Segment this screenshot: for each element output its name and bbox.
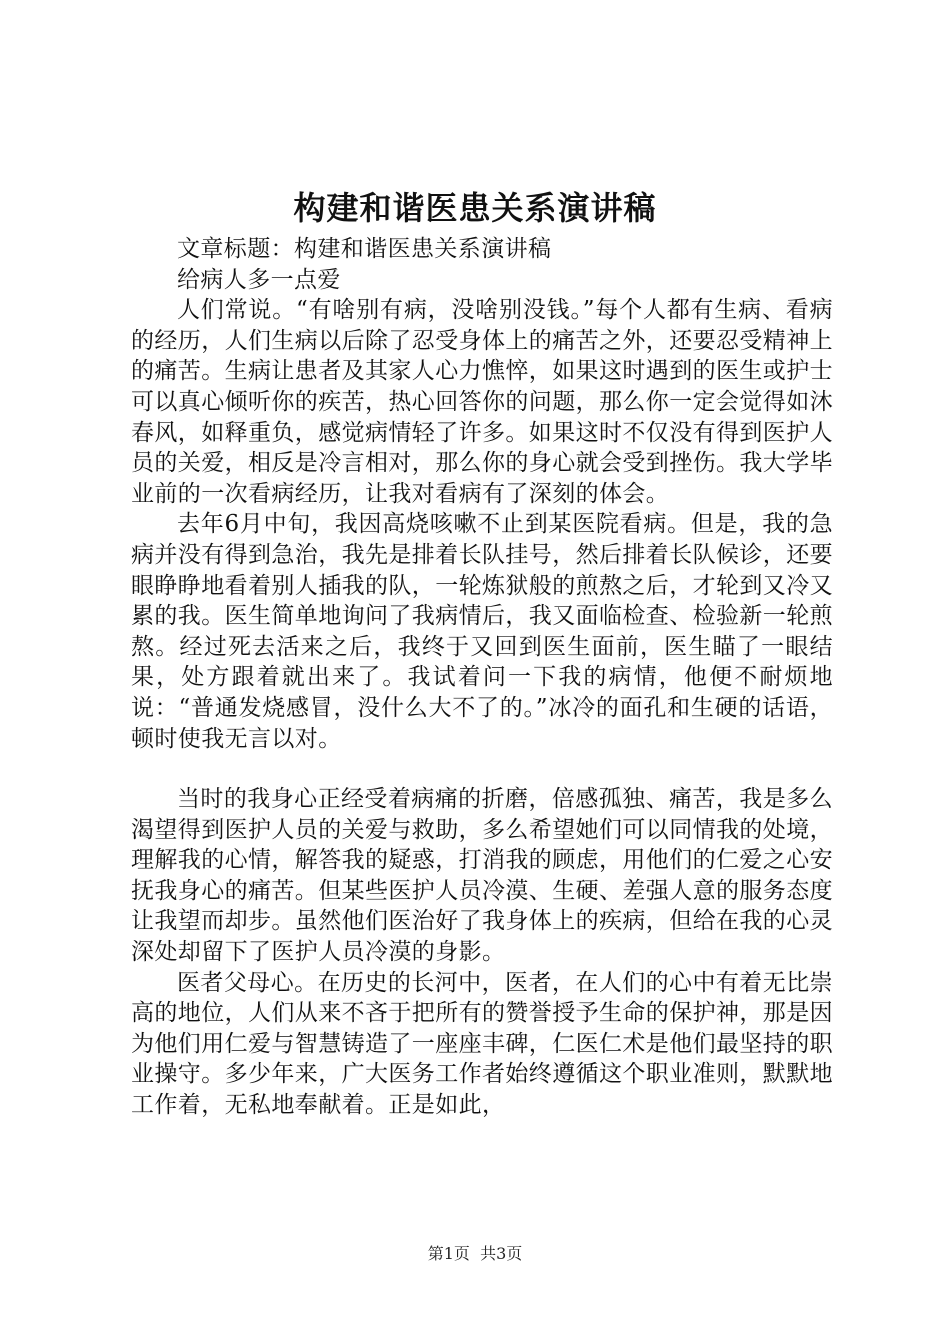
document-title: 构建和谐医患关系演讲稿 <box>293 189 657 227</box>
paragraph: 人们常说。“有啥别有病，没啥别没钱。”每个人都有生病、看病的经历，人们生病以后除了忍受身体上的痛苦之外，还要忍受精神上的痛苦。生病让患者及其家人心力憔悴，如果这时遇到的医生或护士可以真心倾听你的疾苦，热心回答你的问题，那么你一定会觉得如沐春风，如释重负，感觉病情轻了许多。如果这时不仅没有得到医护人员的关爱，相反是冷言相对，那么你的身心就会受到挫伤。我大学毕业前的一次看病经历，让我对看病有了深刻的体会。 <box>131 297 833 507</box>
paragraph: 去年6月中旬，我因高烧咳嗽不止到某医院看病。但是，我的急病并没有得到急治，我先是排着长队挂号，然后排着长队候诊，还要眼睁睁地看着别人插我的队，一轮炼狱般的煎熬之后，才轮到又冷又累的我。医生简单地询问了我病情后，我又面临检查、检验新一轮煎熬。经过死去活来之后，我终于又回到医生面前，医生瞄了一眼结果，处方跟着就出来了。我试着问一下我的病情，他便不耐烦地说：“普通发烧感冒，没什么大不了的。”冰冷的面孔和生硬的话语，顿时使我无言以对。 <box>131 511 833 752</box>
page-footer <box>0 1243 950 1265</box>
page-total: 共3页 <box>480 1244 523 1263</box>
page-number: 第1页 <box>427 1244 470 1263</box>
document-body <box>131 234 833 1121</box>
article-title-line: 文章标题：构建和谐医患关系演讲稿 <box>177 236 552 262</box>
paragraph: 当时的我身心正经受着病痛的折磨，倍感孤独、痛苦，我是多么渴望得到医护人员的关爱与救助，多么希望她们可以同情我的处境，理解我的心情，解答我的疑惑，打消我的顾虑，用他们的仁爱之心安抚我身心的痛苦。但某些医护人员冷漠、生硬、差强人意的服务态度让我望而却步。虽然他们医治好了我身体上的疾病，但给在我的心灵深处却留下了医护人员冷漠的身影。 <box>131 786 833 966</box>
subtitle-line: 给病人多一点爱 <box>177 266 341 293</box>
paragraph: 医者父母心。在历史的长河中，医者，在人们的心中有着无比崇高的地位，人们从来不吝于把所有的赞誉授予生命的保护神，那是因为他们用仁爱与智慧铸造了一座座丰碑，仁医仁术是他们最坚持的职业操守。多少年来，广大医务工作者始终遵循这个职业准则，默默地工作着，无私地奉献着。正是如此， <box>131 969 833 1119</box>
